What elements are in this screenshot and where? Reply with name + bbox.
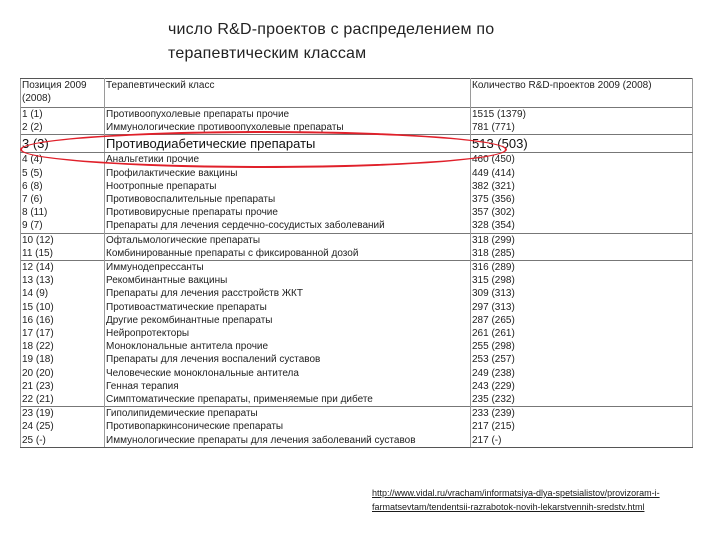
cell-position: 10 (12) — [21, 233, 105, 247]
cell-count: 243 (229) — [471, 380, 693, 393]
table-row — [21, 420, 693, 433]
cell-count: 781 (771) — [471, 121, 693, 135]
table-row — [21, 108, 693, 122]
cell-class: Противовирусные препараты прочие — [105, 206, 471, 219]
table-row — [21, 314, 693, 327]
cell-position: 8 (11) — [21, 206, 105, 219]
cell-count: 328 (354) — [471, 219, 693, 233]
cell-class: Иммунологические препараты для лечения заболеваний суставов — [105, 434, 471, 448]
table-row — [21, 367, 693, 380]
header-count: Количество R&D-проектов 2009 (2008) — [471, 79, 693, 108]
cell-class: Противопаркинсонические препараты — [105, 420, 471, 433]
table-row — [21, 247, 693, 261]
cell-count: 513 (503) — [471, 135, 693, 153]
cell-position: 22 (21) — [21, 393, 105, 407]
header-position: Позиция 2009 (2008) — [21, 79, 105, 108]
cell-count: 217 (-) — [471, 434, 693, 448]
cell-count: 255 (298) — [471, 340, 693, 353]
cell-position: 23 (19) — [21, 407, 105, 421]
cell-class: Препараты для лечения воспалений суставов — [105, 353, 471, 366]
cell-class: Ноотропные препараты — [105, 180, 471, 193]
cell-position: 4 (4) — [21, 153, 105, 167]
table-row — [21, 407, 693, 421]
table-row — [21, 287, 693, 300]
table-row — [21, 380, 693, 393]
cell-position: 5 (5) — [21, 167, 105, 180]
cell-position: 3 (3) — [21, 135, 105, 153]
cell-count: 309 (313) — [471, 287, 693, 300]
cell-class: Офтальмологические препараты — [105, 233, 471, 247]
cell-count: 235 (232) — [471, 393, 693, 407]
cell-position: 1 (1) — [21, 108, 105, 122]
cell-position: 25 (-) — [21, 434, 105, 448]
cell-position: 12 (14) — [21, 261, 105, 275]
table-row — [21, 219, 693, 233]
cell-position: 19 (18) — [21, 353, 105, 366]
cell-position: 11 (15) — [21, 247, 105, 261]
cell-position: 16 (16) — [21, 314, 105, 327]
cell-class: Противоастматические препараты — [105, 301, 471, 314]
table-row — [21, 353, 693, 366]
cell-count: 449 (414) — [471, 167, 693, 180]
cell-position: 18 (22) — [21, 340, 105, 353]
table-row — [21, 327, 693, 340]
cell-class: Комбинированные препараты с фиксированной дозой — [105, 247, 471, 261]
cell-count: 315 (298) — [471, 274, 693, 287]
cell-count: 233 (239) — [471, 407, 693, 421]
table-row — [21, 121, 693, 135]
cell-class: Моноклональные антитела прочие — [105, 340, 471, 353]
cell-class: Нейропротекторы — [105, 327, 471, 340]
cell-class: Противоопухолевые препараты прочие — [105, 108, 471, 122]
cell-count: 318 (285) — [471, 247, 693, 261]
cell-position: 21 (23) — [21, 380, 105, 393]
cell-position: 13 (13) — [21, 274, 105, 287]
cell-position: 6 (8) — [21, 180, 105, 193]
cell-class: Другие рекомбинантные препараты — [105, 314, 471, 327]
highlighted-row — [21, 135, 693, 153]
table-row — [21, 193, 693, 206]
cell-class: Противодиабетические препараты — [105, 135, 471, 153]
cell-position: 7 (6) — [21, 193, 105, 206]
cell-class: Иммунодепрессанты — [105, 261, 471, 275]
cell-count: 249 (238) — [471, 367, 693, 380]
cell-count: 1515 (1379) — [471, 108, 693, 122]
cell-position: 9 (7) — [21, 219, 105, 233]
cell-class: Гиполипидемические препараты — [105, 407, 471, 421]
cell-class: Препараты для лечения расстройств ЖКТ — [105, 287, 471, 300]
table-row — [21, 180, 693, 193]
cell-class: Иммунологические противоопухолевые препараты — [105, 121, 471, 135]
cell-class: Человеческие моноклональные антитела — [105, 367, 471, 380]
cell-position: 2 (2) — [21, 121, 105, 135]
table-row — [21, 167, 693, 180]
cell-position: 15 (10) — [21, 301, 105, 314]
source-link[interactable]: http://www.vidal.ru/vracham/informatsiya-dlya-spetsialistov/provizoram-i-farmatsevtam/tendentsii-razrabotok-novih-lekarstvennih-sredstv.html — [372, 486, 702, 514]
table-row — [21, 434, 693, 448]
cell-class: Анальгетики прочие — [105, 153, 471, 167]
cell-count: 253 (257) — [471, 353, 693, 366]
cell-class: Профилактические вакцины — [105, 167, 471, 180]
cell-class: Препараты для лечения сердечно-сосудистых заболеваний — [105, 219, 471, 233]
cell-class: Симптоматические препараты, применяемые при дибете — [105, 393, 471, 407]
header-class: Терапевтический класс — [105, 79, 471, 108]
cell-count: 297 (313) — [471, 301, 693, 314]
cell-count: 460 (450) — [471, 153, 693, 167]
cell-class: Рекомбинантные вакцины — [105, 274, 471, 287]
cell-class: Генная терапия — [105, 380, 471, 393]
cell-position: 14 (9) — [21, 287, 105, 300]
table-row — [21, 393, 693, 407]
cell-position: 24 (25) — [21, 420, 105, 433]
cell-count: 287 (265) — [471, 314, 693, 327]
cell-count: 382 (321) — [471, 180, 693, 193]
cell-count: 318 (299) — [471, 233, 693, 247]
table-header-row — [21, 79, 693, 108]
table-row — [21, 206, 693, 219]
cell-count: 375 (356) — [471, 193, 693, 206]
cell-count: 217 (215) — [471, 420, 693, 433]
cell-position: 17 (17) — [21, 327, 105, 340]
table-row — [21, 261, 693, 275]
table-row — [21, 340, 693, 353]
table-row — [21, 233, 693, 247]
cell-count: 316 (289) — [471, 261, 693, 275]
cell-position: 20 (20) — [21, 367, 105, 380]
cell-count: 261 (261) — [471, 327, 693, 340]
table-row — [21, 301, 693, 314]
cell-count: 357 (302) — [471, 206, 693, 219]
table-row — [21, 274, 693, 287]
slide-title: число R&D-проектов с распределением по терапевтическим классам — [168, 21, 495, 62]
table-row — [21, 153, 693, 167]
rd-projects-table — [20, 78, 692, 448]
cell-class: Противовоспалительные препараты — [105, 193, 471, 206]
